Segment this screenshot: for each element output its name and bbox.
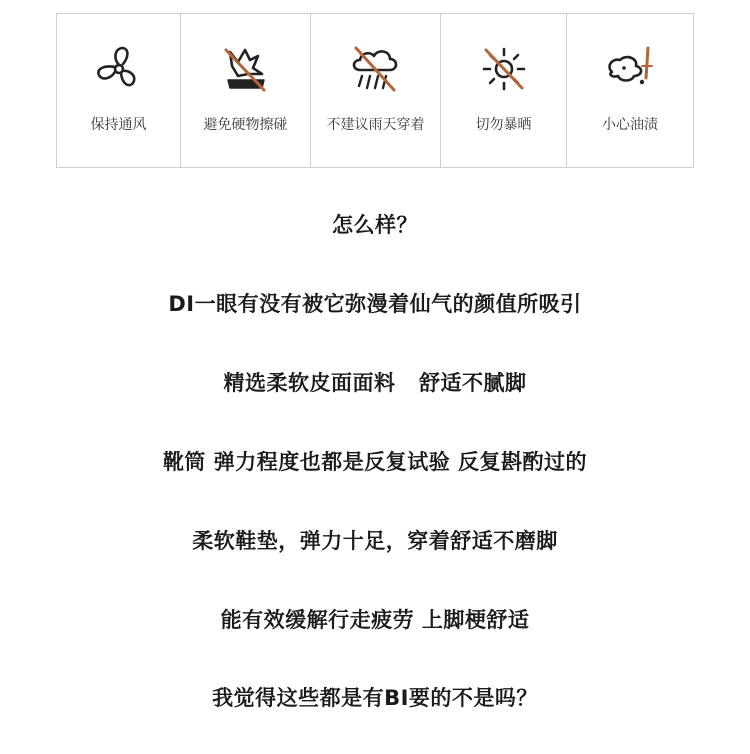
no-rain-icon: [348, 44, 404, 94]
fan-icon: [91, 44, 147, 94]
text-line: 柔软鞋垫，弹力十足，穿着舒适不磨脚: [192, 529, 558, 553]
care-item-ventilation: [57, 14, 181, 167]
text-line: DI一眼有没有被它弥漫着仙气的颜值所吸引: [168, 292, 582, 316]
text-line: 能有效缓解行走疲劳 上脚梗舒适: [220, 608, 530, 632]
care-instructions-panel: [56, 13, 694, 168]
care-label: 不建议雨天穿着: [326, 117, 425, 133]
text-line: 靴筒 弹力程度也都是反复试验 反复斟酌过的: [162, 450, 588, 474]
care-label: 避免硬物擦碰: [203, 117, 288, 133]
oil-stain-icon: [602, 44, 658, 94]
text-line: 怎么样？: [332, 213, 418, 237]
care-item-no-sun: [441, 14, 567, 167]
care-item-no-collision: [181, 14, 311, 167]
care-item-oil-stain: [567, 14, 693, 167]
care-item-no-rain: [311, 14, 441, 167]
text-line: 我觉得这些都是有BI要的不是吗？: [212, 686, 538, 710]
care-label: 保持通风: [90, 117, 147, 133]
no-collision-icon: [218, 44, 274, 94]
no-sun-icon: [476, 44, 532, 94]
care-label: 小心油渍: [602, 117, 658, 133]
text-line: 精选柔软皮面面料 舒适不腻脚: [223, 371, 527, 395]
care-label: 切勿暴晒: [475, 117, 532, 133]
